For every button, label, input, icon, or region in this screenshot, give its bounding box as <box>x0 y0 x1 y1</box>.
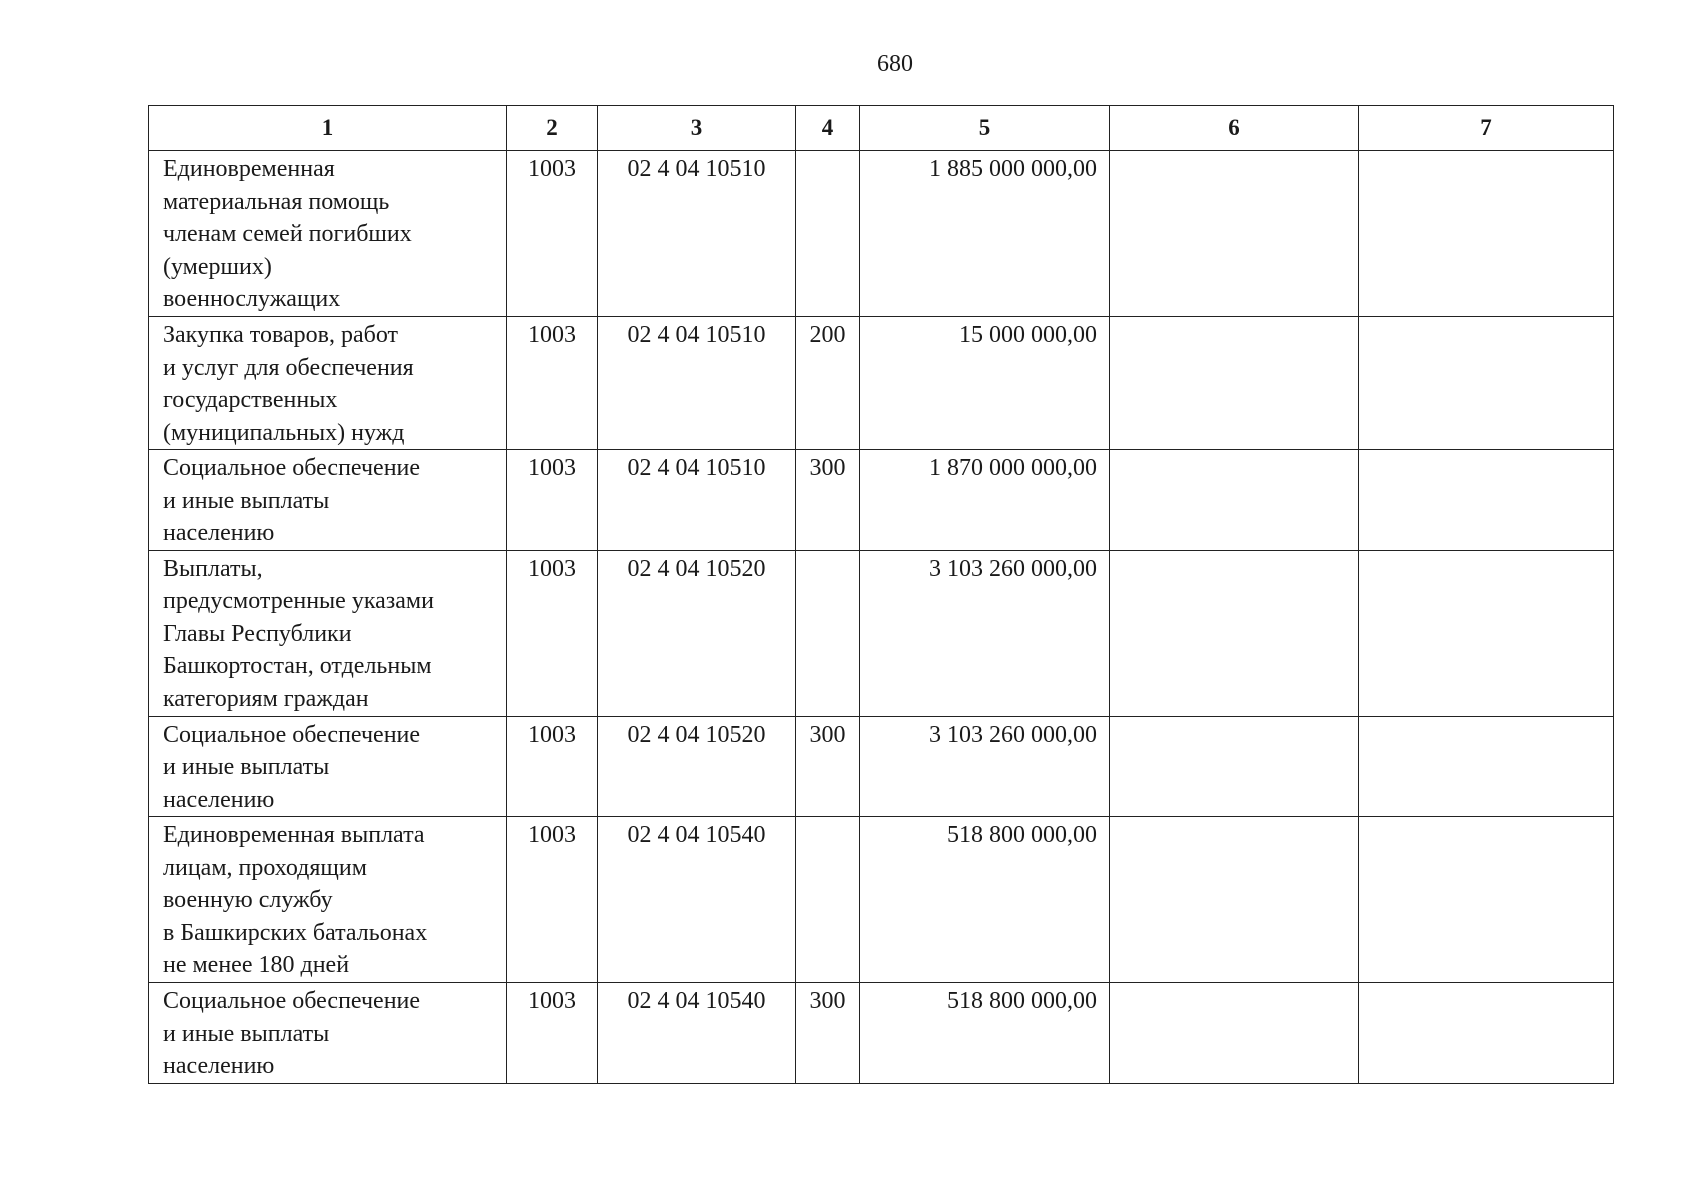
table-row <box>149 317 1614 450</box>
row-code: 02 4 04 10510 <box>598 151 796 317</box>
header-col-4: 4 <box>796 106 860 151</box>
row-section: 1003 <box>507 317 598 450</box>
row-col6 <box>1110 716 1359 817</box>
row-name: Социальное обеспечение и иные выплаты населению <box>163 721 421 813</box>
row-name-cell <box>149 317 507 450</box>
row-code: 02 4 04 10540 <box>598 983 796 1084</box>
row-name: Единовременная выплата лицам, проходящим военную службу в Башкирских батальонах не менее 180 дней <box>163 822 428 978</box>
row-type <box>796 550 860 716</box>
table-row <box>149 983 1614 1084</box>
row-section: 1003 <box>507 550 598 716</box>
row-code: 02 4 04 10510 <box>598 317 796 450</box>
row-name-cell <box>149 983 507 1084</box>
row-code: 02 4 04 10520 <box>598 550 796 716</box>
page-number: 680 <box>877 51 913 77</box>
row-amount: 518 800 000,00 <box>860 983 1110 1084</box>
row-name: Социальное обеспечение и иные выплаты населению <box>163 988 421 1079</box>
row-section: 1003 <box>507 716 598 817</box>
row-name: Выплаты, предусмотренные указами Главы Республики Башкортостан, отдельным категориям граждан <box>163 555 434 712</box>
row-type <box>796 151 860 317</box>
row-col7 <box>1359 817 1614 983</box>
row-col6 <box>1110 983 1359 1084</box>
row-amount: 1 870 000 000,00 <box>860 450 1110 551</box>
row-section: 1003 <box>507 983 598 1084</box>
budget-table <box>148 105 1614 1084</box>
row-col7 <box>1359 716 1614 817</box>
header-col-5: 5 <box>860 106 1110 151</box>
header-col-7: 7 <box>1359 106 1614 151</box>
row-col6 <box>1110 151 1359 317</box>
row-col7 <box>1359 151 1614 317</box>
table-row <box>149 716 1614 817</box>
row-col6 <box>1110 550 1359 716</box>
header-col-1: 1 <box>149 106 507 151</box>
row-type <box>796 817 860 983</box>
row-col6 <box>1110 317 1359 450</box>
row-code: 02 4 04 10510 <box>598 450 796 551</box>
row-type: 300 <box>796 716 860 817</box>
row-section: 1003 <box>507 450 598 551</box>
row-name: Единовременная материальная помощь членам семей погибших (умерших) военнослужащих <box>163 156 412 312</box>
row-code: 02 4 04 10520 <box>598 716 796 817</box>
row-col6 <box>1110 817 1359 983</box>
table-row <box>149 450 1614 551</box>
table-row <box>149 817 1614 983</box>
row-name-cell <box>149 817 507 983</box>
row-amount: 3 103 260 000,00 <box>860 550 1110 716</box>
header-row <box>149 106 1614 151</box>
row-col6 <box>1110 450 1359 551</box>
row-col7 <box>1359 983 1614 1084</box>
row-name: Закупка товаров, работ и услуг для обеспечения государственных (муниципальных) нужд <box>163 322 414 446</box>
row-type: 300 <box>796 450 860 551</box>
table-row <box>149 550 1614 716</box>
row-amount: 3 103 260 000,00 <box>860 716 1110 817</box>
row-name-cell <box>149 151 507 317</box>
row-amount: 518 800 000,00 <box>860 817 1110 983</box>
row-type: 300 <box>796 983 860 1084</box>
row-col7 <box>1359 550 1614 716</box>
row-type: 200 <box>796 317 860 450</box>
row-col7 <box>1359 317 1614 450</box>
row-amount: 1 885 000 000,00 <box>860 151 1110 317</box>
row-name-cell <box>149 450 507 551</box>
row-name-cell <box>149 550 507 716</box>
row-name-cell <box>149 716 507 817</box>
table-row <box>149 151 1614 317</box>
row-section: 1003 <box>507 817 598 983</box>
header-col-3: 3 <box>598 106 796 151</box>
row-code: 02 4 04 10540 <box>598 817 796 983</box>
row-col7 <box>1359 450 1614 551</box>
row-section: 1003 <box>507 151 598 317</box>
header-col-2: 2 <box>507 106 598 151</box>
header-col-6: 6 <box>1110 106 1359 151</box>
row-amount: 15 000 000,00 <box>860 317 1110 450</box>
row-name: Социальное обеспечение и иные выплаты населению <box>163 455 421 546</box>
